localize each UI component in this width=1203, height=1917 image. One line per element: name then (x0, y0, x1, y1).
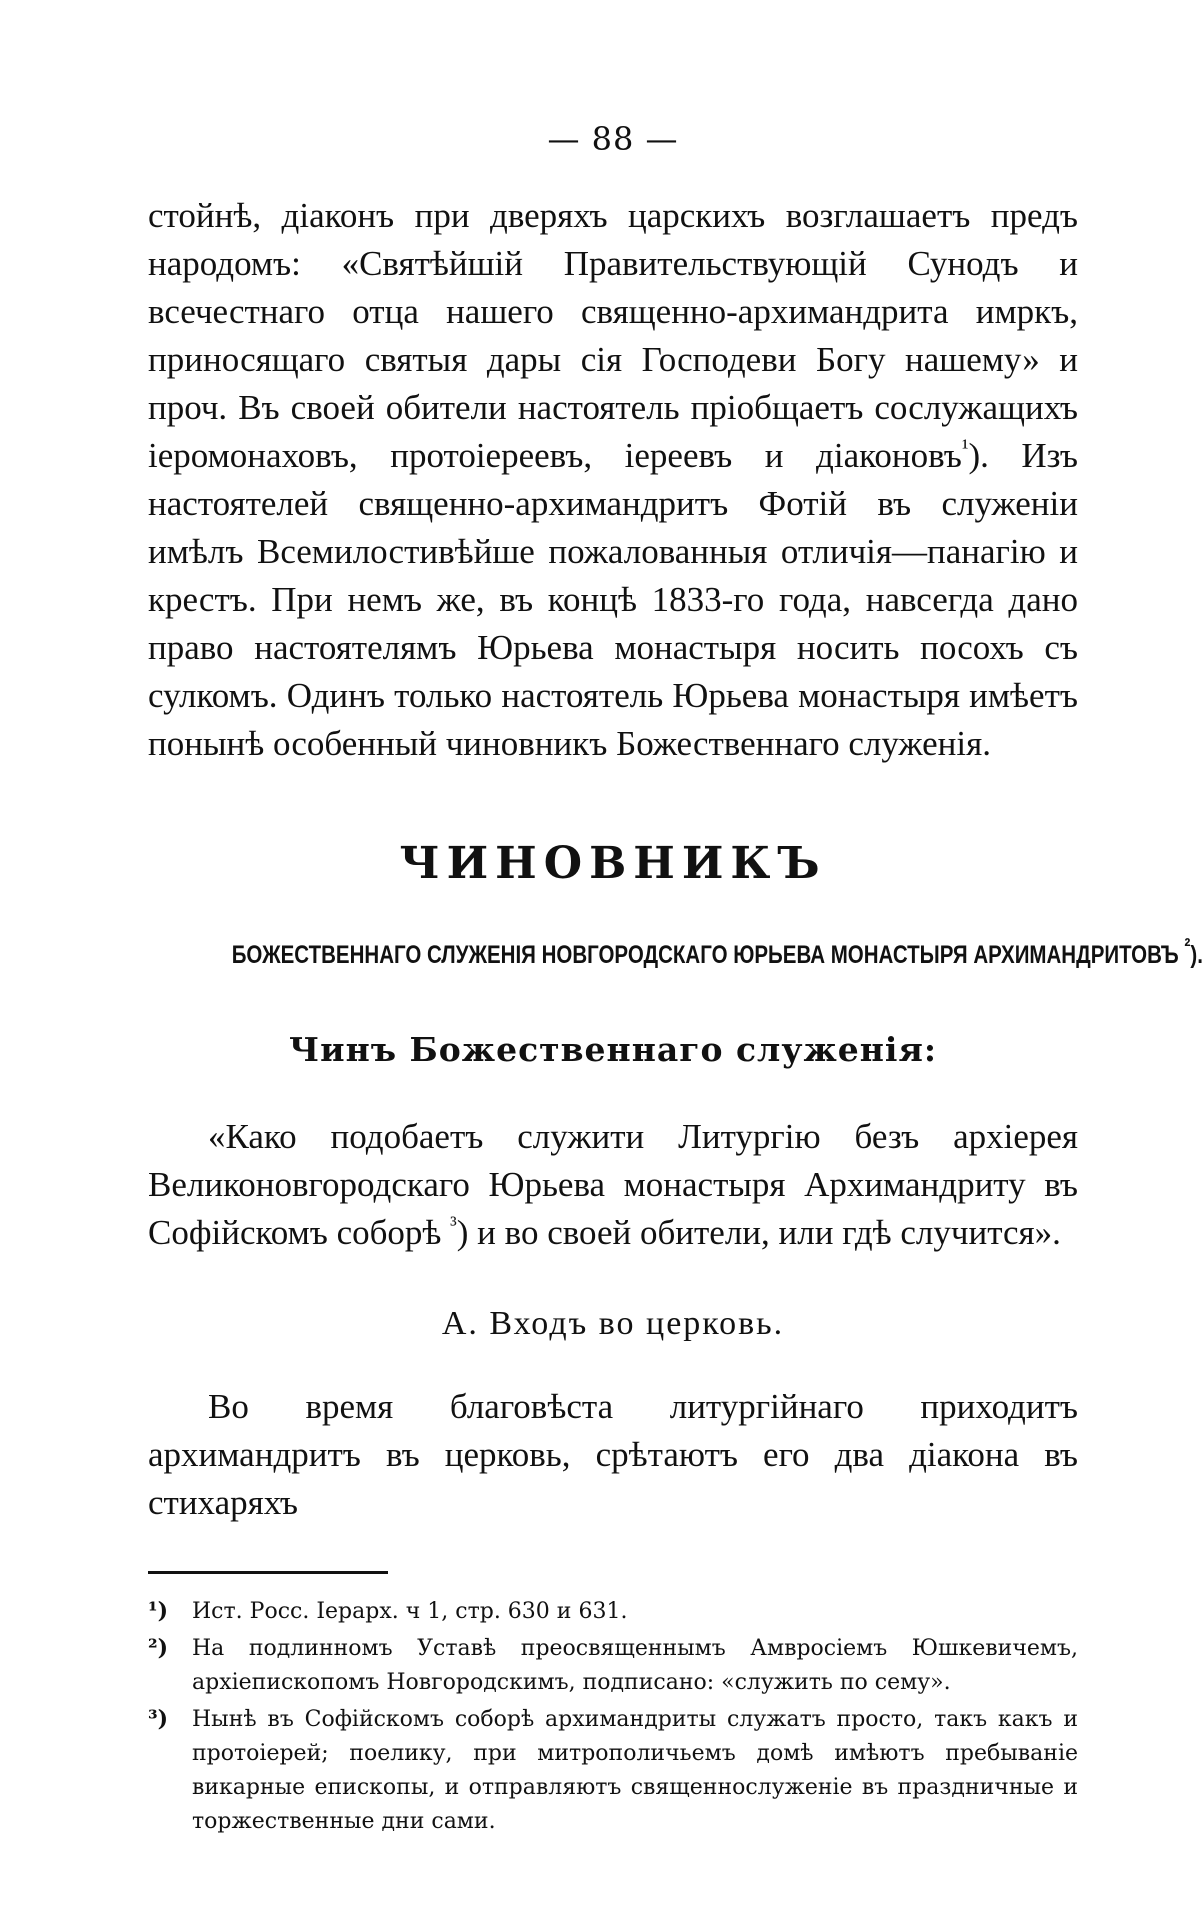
page-number: — 88 — (547, 120, 679, 158)
heading-subtitle (231, 933, 1203, 970)
paragraph-kako-podobaet (148, 1113, 1078, 1257)
paragraph-2-text: «Како подобаетъ служити Литургію безъ архіерея Великоновгородскаго Юрьева монастыря Архимандриту въ Софійскомъ соборѣ (148, 1117, 1078, 1252)
footnote-divider (148, 1571, 388, 1574)
heading-chin-sluzhenia: Чинъ Божественнаго служенія: (288, 1030, 938, 1069)
footnote-mark: ³) (148, 1706, 169, 1732)
heading-subtitle-text: БОЖЕСТВЕННАГО СЛУЖЕНІЯ НОВГОРОДСКАГО ЮРЬЕВА МОНАСТЫРЯ АРХИМАНДРИТОВЪ (231, 941, 1179, 969)
footnote-mark: ¹) (148, 1598, 169, 1624)
footnotes (148, 1594, 1078, 1839)
heading-subtitle-tail: ). (1190, 941, 1203, 969)
footnote-text: Ист. Росс. Іерарх. ч 1, стр. 630 и 631. (192, 1599, 628, 1624)
footnote-ref-2: ² (1184, 933, 1191, 959)
paragraph-1-text: стойнѣ, діаконъ при дверяхъ царскихъ возглашаетъ предъ народомъ: «Святѣйшій Правительствующій Сунодъ и всечестнаго отца нашего священно-архимандрита имркъ, приносящаго святыя дары сія Господеви Богу нашему» и проч. Въ своей обители настоятель пріобщаетъ сослужащихъ іеромонаховъ, протоіереевъ, іереевъ и діаконовъ (148, 196, 1078, 475)
footnote-1 (148, 1594, 1078, 1629)
book-page (148, 120, 1203, 1841)
footnote-2 (148, 1631, 1078, 1700)
heading-vkhod-vo-tserkov: А. Входъ во церковь. (441, 1305, 785, 1342)
paragraph-1-rest: ). Изъ настоятелей священно-архимандритъ Фотій въ служеніи имѣлъ Всемилостивѣйше пожалованныя отличія—панагію и крестъ. При немъ же, въ концѣ 1833-го года, навсегда дано право настоятелямъ Юрьева монастыря носить посохъ съ сулкомъ. Одинъ только настоятель Юрьева монастыря имѣетъ понынѣ особенный чиновникъ Божественнаго служенія. (148, 436, 1078, 763)
footnote-3 (148, 1702, 1078, 1839)
footnote-ref-3: ³ (450, 1211, 457, 1237)
footnote-mark: ²) (148, 1635, 169, 1661)
footnote-ref-1: ¹ (961, 434, 969, 460)
paragraph-2-rest: ) и во своей обители, или гдѣ случится». (456, 1213, 1061, 1252)
footnote-text: На подлинномъ Уставѣ преосвященнымъ Амвросіемъ Юшкевичемъ, архіепископомъ Новгородскимъ, подписано: «служить по сему». (192, 1636, 1078, 1695)
footnote-text: Нынѣ въ Софійскомъ соборѣ архимандриты служатъ просто, такъ какъ и протоіерей; поелику, при митрополичьемъ домѣ имѣютъ пребываніе викарные епископы, и отправляютъ священнослуженіе въ праздничные и торжественные дни сами. (192, 1707, 1078, 1834)
heading-chinovnik: ЧИНОВНИКЪ (399, 838, 827, 889)
paragraph-blagovest: Во время благовѣста литургійнаго приходитъ архимандритъ въ церковь, срѣтаютъ его два діакона въ стихаряхъ (148, 1387, 1078, 1522)
paragraph-continuation (148, 192, 1078, 768)
